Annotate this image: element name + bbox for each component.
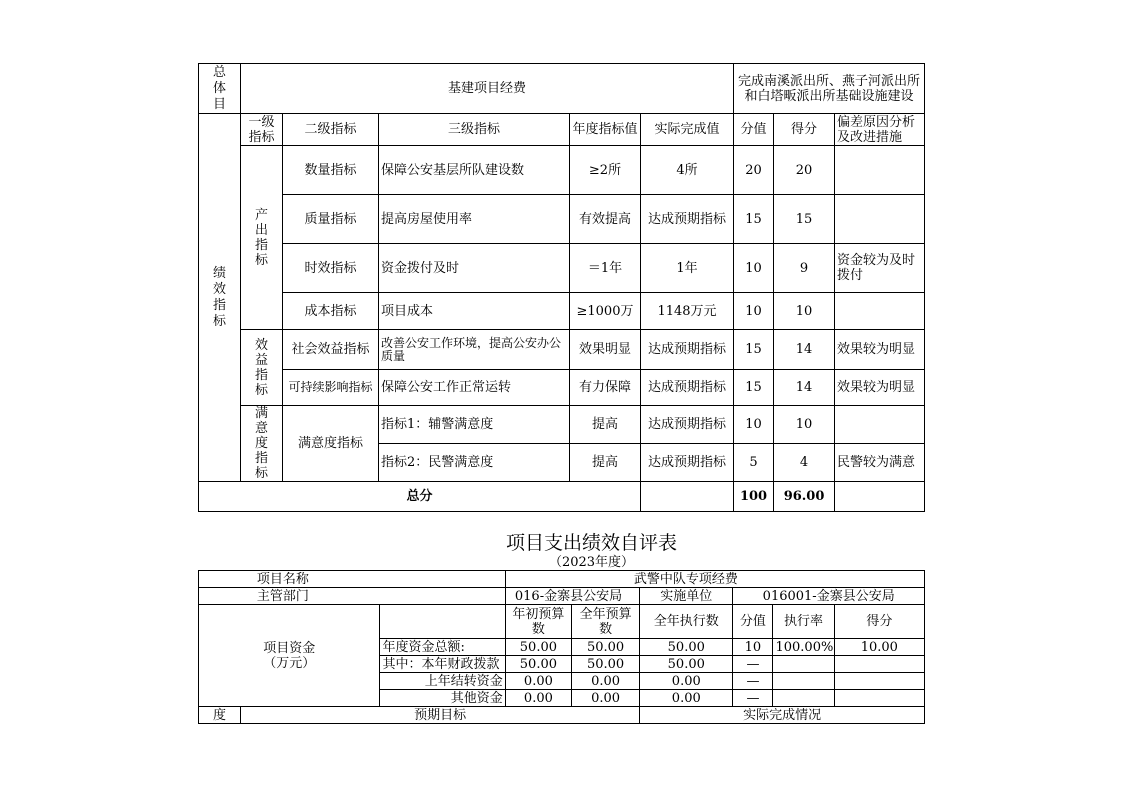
header-score: 得分	[774, 114, 835, 146]
row-weight: 5	[734, 444, 774, 482]
fund-row-score: 10.00	[834, 639, 924, 656]
col-full: 全年预算数	[571, 605, 639, 639]
fund-row-initial: 50.00	[505, 639, 571, 656]
fund-row-rate	[773, 673, 834, 690]
fund-row-label: 其他资金	[380, 690, 505, 707]
row-level3: 保障公安基层所队建设数	[379, 146, 570, 195]
total-score: 96.00	[774, 482, 835, 512]
row-actual: 达成预期指标	[641, 444, 734, 482]
year-goal-label: 度	[199, 707, 241, 724]
project-name-label: 项目名称	[199, 571, 506, 588]
header-level1: 一级指标	[241, 114, 283, 146]
row-actual: 1148万元	[641, 293, 734, 330]
funds-label: 项目资金	[263, 640, 316, 656]
row-deviation	[835, 195, 925, 244]
fund-row-weight: 10	[733, 639, 773, 656]
col-initial: 年初预算数	[505, 605, 571, 639]
fund-row-score	[834, 673, 924, 690]
fund-row-label: 年度资金总额:	[380, 639, 505, 656]
row-level2: 社会效益指标	[283, 330, 379, 370]
row-score: 10	[774, 406, 835, 444]
row-actual: 1年	[641, 244, 734, 293]
row-score: 20	[774, 146, 835, 195]
fund-row-label: 其中：本年财政拨款	[380, 656, 505, 673]
row-deviation: 资金较为及时拨付	[835, 244, 925, 293]
fund-row-initial: 0.00	[505, 673, 571, 690]
row-deviation	[835, 293, 925, 330]
row-annual: ≥2所	[570, 146, 641, 195]
fund-row-rate: 100.00%	[773, 639, 834, 656]
unit: 016001-金寨县公安局	[733, 588, 925, 605]
row-level3: 指标2：民警满意度	[379, 444, 570, 482]
row-score: 9	[774, 244, 835, 293]
row-level3: 提高房屋使用率	[379, 195, 570, 244]
row-deviation	[835, 406, 925, 444]
fund-row-rate	[773, 690, 834, 707]
total-deviation	[835, 482, 925, 512]
row-level2: 数量指标	[283, 146, 379, 195]
self-evaluation-table	[198, 570, 925, 724]
row-score: 14	[774, 370, 835, 406]
fund-row-rate	[773, 656, 834, 673]
fund-row-weight: —	[733, 656, 773, 673]
fund-row-exec: 50.00	[640, 639, 733, 656]
form-subtitle: （2023年度）	[548, 555, 635, 570]
group-satisfaction: 满意度指标	[241, 406, 283, 482]
row-weight: 15	[734, 370, 774, 406]
fund-row-full: 0.00	[571, 673, 639, 690]
total-empty	[641, 482, 734, 512]
fund-row-score	[834, 690, 924, 707]
col-rate: 执行率	[773, 605, 834, 639]
col-score: 得分	[834, 605, 924, 639]
row-actual: 达成预期指标	[641, 195, 734, 244]
row-annual: ＝1年	[570, 244, 641, 293]
row-level2: 质量指标	[283, 195, 379, 244]
actual-status: 实际完成情况	[640, 707, 925, 724]
row-deviation: 效果较为明显	[835, 370, 925, 406]
fund-row-exec: 50.00	[640, 656, 733, 673]
total-weight: 100	[734, 482, 774, 512]
row-annual: 效果明显	[570, 330, 641, 370]
perf-indicator-label: 绩效指标	[199, 114, 241, 482]
row-score: 4	[774, 444, 835, 482]
funds-header-empty	[380, 605, 505, 639]
fund-row-initial: 0.00	[505, 690, 571, 707]
row-weight: 20	[734, 146, 774, 195]
row-annual: 提高	[570, 444, 641, 482]
fund-row-full: 50.00	[571, 656, 639, 673]
row-actual: 达成预期指标	[641, 406, 734, 444]
row-weight: 10	[734, 406, 774, 444]
funds-unit: （万元）	[263, 655, 316, 671]
row-annual: 有效提高	[570, 195, 641, 244]
header-score-weight: 分值	[734, 114, 774, 146]
fund-row-label: 上年结转资金	[380, 673, 505, 690]
fund-row-full: 0.00	[571, 690, 639, 707]
project-name: 武警中队专项经费	[505, 571, 924, 588]
row-level2: 时效指标	[283, 244, 379, 293]
fund-row-full: 50.00	[571, 639, 639, 656]
row-level3: 指标1：辅警满意度	[379, 406, 570, 444]
row-deviation	[835, 146, 925, 195]
row-level3: 保障公安工作正常运转	[379, 370, 570, 406]
row-weight: 15	[734, 330, 774, 370]
funds-label-cell	[199, 605, 380, 707]
row-level3: 资金拨付及时	[379, 244, 570, 293]
col-exec: 全年执行数	[640, 605, 733, 639]
expected-goal: 预期目标	[241, 707, 640, 724]
project-text: 基建项目经费	[241, 64, 734, 114]
header-level3: 三级指标	[379, 114, 570, 146]
row-annual: 有力保障	[570, 370, 641, 406]
row-weight: 15	[734, 195, 774, 244]
overall-goal-label: 总体目	[199, 64, 241, 114]
row-actual: 达成预期指标	[641, 370, 734, 406]
row-actual: 4所	[641, 146, 734, 195]
fund-row-weight: —	[733, 673, 773, 690]
fund-row-exec: 0.00	[640, 690, 733, 707]
performance-indicator-table	[198, 63, 925, 512]
dept: 016-金寨县公安局	[505, 588, 639, 605]
row-deviation: 效果较为明显	[835, 330, 925, 370]
header-actual-value: 实际完成值	[641, 114, 734, 146]
row-weight: 10	[734, 293, 774, 330]
header-deviation: 偏差原因分析及改进措施	[835, 114, 925, 146]
row-score: 14	[774, 330, 835, 370]
fund-row-score	[834, 656, 924, 673]
form-title: 项目支出绩效自评表	[505, 532, 677, 554]
header-level2: 二级指标	[283, 114, 379, 146]
group-output: 产出指标	[241, 146, 283, 330]
group-benefit: 效益指标	[241, 330, 283, 406]
unit-label: 实施单位	[640, 588, 733, 605]
row-score: 10	[774, 293, 835, 330]
fund-row-initial: 50.00	[505, 656, 571, 673]
row-weight: 10	[734, 244, 774, 293]
fund-row-weight: —	[733, 690, 773, 707]
row-score: 15	[774, 195, 835, 244]
row-level3: 改善公安工作环境，提高公安办公质量	[379, 330, 570, 370]
col-weight: 分值	[733, 605, 773, 639]
row-actual: 达成预期指标	[641, 330, 734, 370]
row-level2: 可持续影响指标	[283, 370, 379, 406]
header-annual-value: 年度指标值	[570, 114, 641, 146]
row-annual: ≥1000万	[570, 293, 641, 330]
fund-row-exec: 0.00	[640, 673, 733, 690]
total-label: 总分	[199, 482, 641, 512]
row-level3: 项目成本	[379, 293, 570, 330]
row-level2: 成本指标	[283, 293, 379, 330]
dept-label: 主管部门	[199, 588, 506, 605]
row-annual: 提高	[570, 406, 641, 444]
row-level2: 满意度指标	[283, 406, 379, 482]
goal-text: 完成南溪派出所、燕子河派出所和白塔畈派出所基础设施建设	[734, 64, 925, 114]
row-deviation: 民警较为满意	[835, 444, 925, 482]
